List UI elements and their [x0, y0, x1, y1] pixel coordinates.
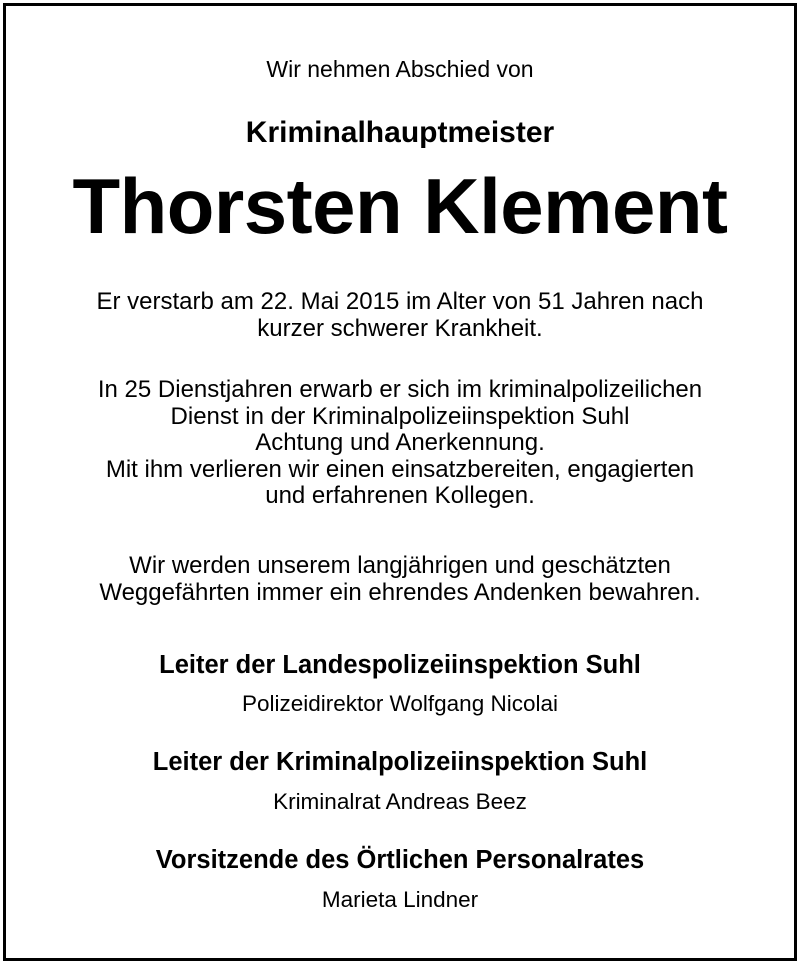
paragraph-death-notice: [6, 289, 794, 342]
paragraph-line: Mit ihm verlieren wir einen einsatzbereiten, engagierten: [105, 455, 695, 483]
paragraph-line: Achtung und Anerkennung.: [255, 429, 545, 456]
intro-text: Wir nehmen Abschied von: [266, 56, 534, 82]
paragraph-line: und erfahrenen Kollegen.: [265, 482, 535, 509]
paragraph-line: Weggefährten immer ein ehrendes Andenken bewahren.: [99, 578, 701, 606]
deceased-rank: Kriminalhauptmeister: [245, 116, 555, 149]
paragraph-line: Dienst in der Kriminalpolizeiinspektion Suhl: [170, 402, 630, 430]
obituary-notice: [3, 3, 797, 961]
paragraph-line: kurzer schwerer Krankheit.: [257, 314, 543, 342]
paragraph-line: In 25 Dienstjahren erwarb er sich im kriminalpolizeilichen: [97, 376, 703, 403]
signatory-title: Leiter der Kriminalpolizeiinspektion Suhl: [152, 748, 648, 776]
signatory-name: Polizeidirektor Wolfgang Nicolai: [242, 691, 558, 716]
deceased-name: Thorsten Klement: [72, 162, 728, 250]
paragraph-service-tribute: [6, 377, 794, 510]
paragraph-line: Er verstarb am 22. Mai 2015 im Alter von 51 Jahren nach: [96, 288, 704, 315]
signatory-title: Vorsitzende des Örtlichen Personalrates: [155, 846, 645, 874]
signatory-name: Marieta Lindner: [321, 887, 479, 912]
signatory-name: Kriminalrat Andreas Beez: [273, 789, 527, 814]
paragraph-remembrance: [6, 553, 794, 606]
signatory-title: Leiter der Landespolizeiinspektion Suhl: [159, 651, 641, 679]
paragraph-line: Wir werden unserem langjährigen und geschätzten: [129, 552, 671, 579]
